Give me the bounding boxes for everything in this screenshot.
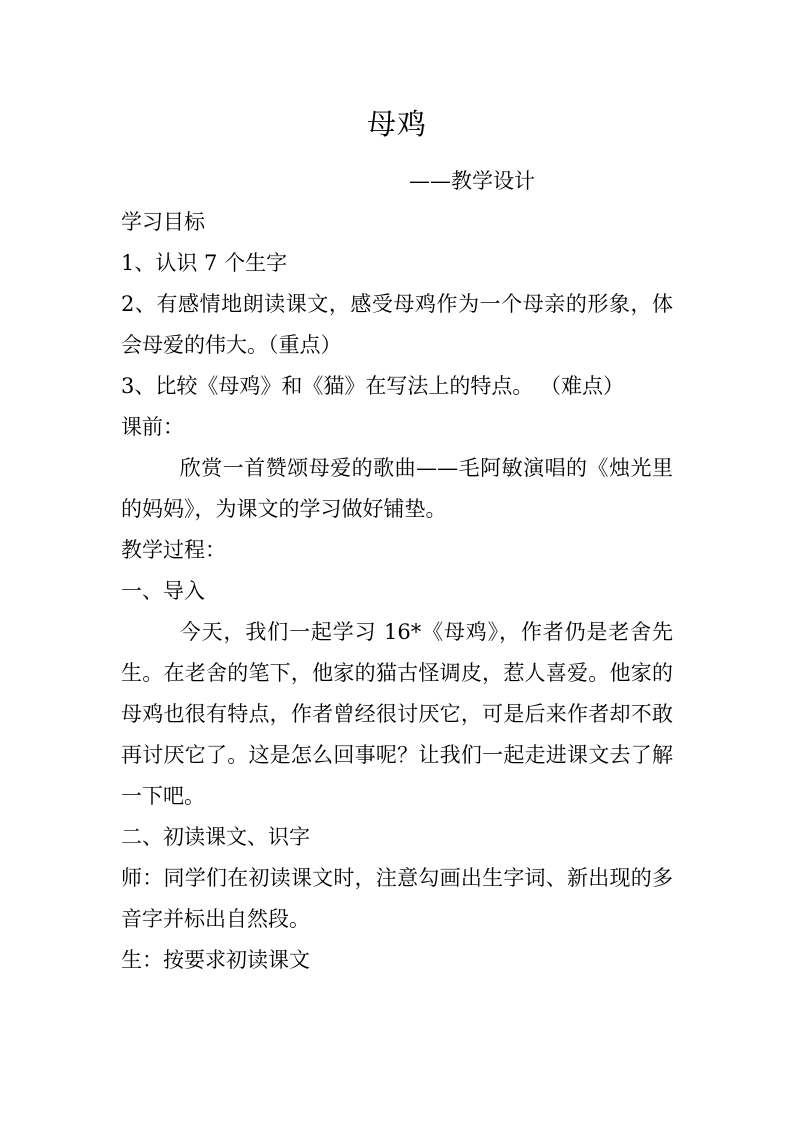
paragraph-process-heading: 教学过程： [121,538,226,562]
paragraph-pre-class-heading: 课前： [121,415,184,439]
paragraph-teacher-line: 师：同学们在初读课文时，注意勾画出生字词、新出现的多音字并标出自然段。 [121,866,673,931]
paragraph-goal-3: 3、比较《母鸡》和《猫》在写法上的特点。 （难点） [121,374,625,398]
paragraph-goal-2: 2、有感情地朗读课文，感受母鸡作为一个母亲的形象，体会母爱的伟大。（重点） [121,292,673,357]
paragraph-section-1-heading: 一、导入 [121,579,205,603]
paragraph-section-2-heading: 二、初读课文、识字 [121,825,310,849]
document-title: 母鸡 [366,107,427,141]
paragraph-section-1-body: 今天，我们一起学习 16*《母鸡》，作者仍是老舍先生。在老舍的笔下，他家的猫古怪调皮，惹人喜爱。他家的母鸡也很有特点，作者曾经很讨厌它，可是后来作者却不敢再讨厌它了。这是怎么回事呢？让我们一起走进课文去了解一下吧。 [121,620,673,808]
document-subtitle: ——教学设计 [409,169,535,193]
paragraph-goal-1: 1、认识 7 个生字 [121,251,288,275]
paragraph-learning-goals-heading: 学习目标 [121,210,205,234]
paragraph-pre-class-body: 欣赏一首赞颂母爱的歌曲——毛阿敏演唱的《烛光里的妈妈》，为课文的学习做好铺垫。 [121,456,673,521]
document-body [121,202,673,981]
paragraph-student-line: 生：按要求初读课文 [121,948,310,972]
